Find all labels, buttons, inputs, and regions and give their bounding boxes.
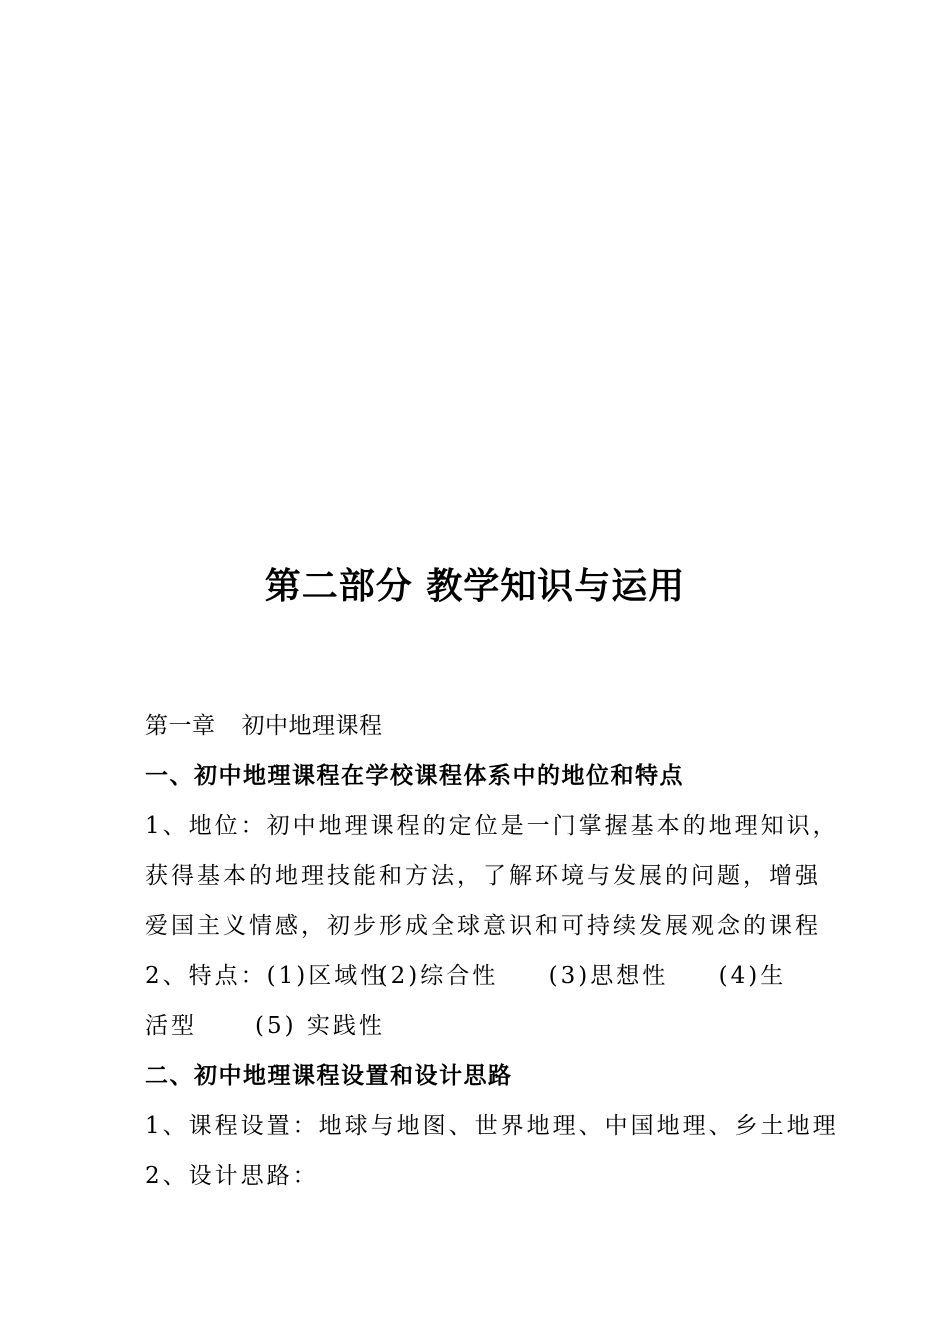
section-heading-2: 二、初中地理课程设置和设计思路 <box>145 1062 513 1089</box>
chapter-heading <box>145 709 383 743</box>
features-line <box>145 959 786 993</box>
chapter-title: 初中地理课程 <box>241 713 383 739</box>
features-prefix: 2、特点： <box>145 963 267 989</box>
features-wrap-line <box>145 1009 385 1043</box>
chapter-label: 第一章 <box>145 713 216 739</box>
position-line-2: 获得基本的地理技能和方法，了解环境与发展的问题，增强 <box>145 863 821 889</box>
feature-item-1: (1)区域性 <box>266 963 387 989</box>
feature-item-3: (3)思想性 <box>548 963 669 989</box>
features-wrap-lead: 活型 <box>145 1013 197 1039</box>
position-line-1: 1、地位：初中地理课程的定位是一门掌握基本的地理知识， <box>145 813 839 839</box>
feature-item-5: (5) 实践性 <box>255 1013 385 1039</box>
section-heading-1: 一、初中地理课程在学校课程体系中的地位和特点 <box>145 762 684 789</box>
setup-line: 1、课程设置：地球与地图、世界地理、中国地理、乡土地理 <box>145 1113 839 1139</box>
feature-item-2: (2)综合性 <box>378 963 499 989</box>
design-line: 2、设计思路： <box>145 1163 319 1189</box>
position-line-3: 爱国主义情感，初步形成全球意识和可持续发展观念的课程 <box>145 913 821 939</box>
feature-item-4: (4)生 <box>718 963 787 989</box>
part-title: 第二部分 教学知识与运用 <box>264 566 686 607</box>
